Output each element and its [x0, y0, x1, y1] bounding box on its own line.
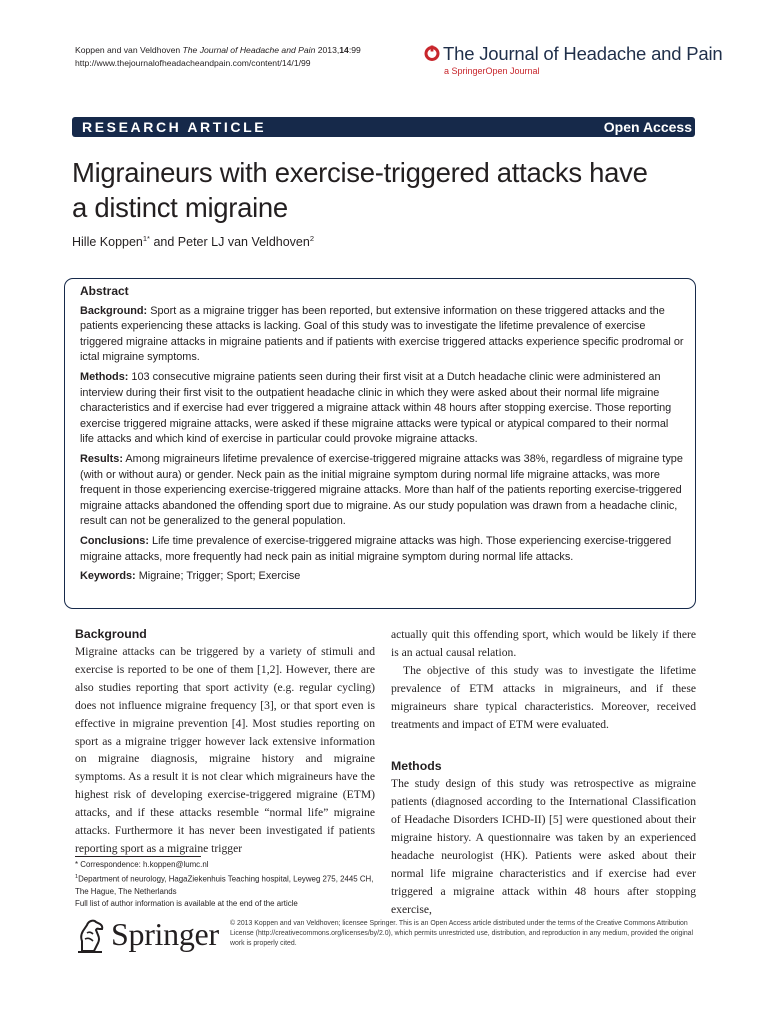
citation-line — [75, 44, 361, 57]
springer-horse-icon — [76, 919, 106, 953]
author-2: Peter LJ van Veldhoven — [177, 235, 310, 250]
footnotes — [75, 859, 380, 910]
abstract-methods — [80, 370, 684, 448]
body-column-right — [391, 626, 696, 919]
abstract-methods-text: 103 consecutive migraine patients seen during their first visit at a Dutch headache clinic were administered an interview during their first visit to the outpatient headache clinic in which they were asked about their normal life migraine characteristics and if exercise had ever triggered a migraine attack within 48 hours after stopping exercise. Those reporting exercise triggered migraine attacks, were asked if these migraine attacks were typical or atypical compared to their normal life attacks and which kind of exercise in particular could provoke migraine attacks. — [80, 370, 672, 446]
citation-authors: Koppen and van Veldhoven — [75, 45, 181, 55]
abstract-conclusions-label: Conclusions: — [80, 534, 149, 547]
author-2-affiliation: 2 — [309, 234, 315, 243]
background-paragraph-1: Migraine attacks can be triggered by a variety of stimuli and exercise is reported to be one of them [1,2]. However, there are also studies reporting that sport activity (e.g. regular cycling) does not influence migraine frequency [3], or that sport even is effective in migraine prevention [4]. Most studies reporting on sport as a migraine trigger however lack extensive information on migraine diagnosis, migraine history and migraine symptoms. As a result it is not clear which migraineurs have the highest risk of developing exercise-triggered migraine (ETM) attacks, and if these attacks resemble “normal life” migraine attacks. Furthermore it has never been investigated if patients reporting sport as a migraine trigger — [75, 645, 375, 855]
title-line-2: a distinct migraine — [72, 192, 288, 223]
affiliation-text: Department of neurology, HagaZiekenhuis Teaching hospital, Leyweg 275, 2445 CH, The Hague, The Netherlands — [75, 874, 374, 896]
author-1-affiliation: 1* — [142, 234, 150, 243]
citation-volume: 14 — [339, 45, 349, 55]
section-spacer — [391, 733, 696, 758]
author-separator: and — [149, 235, 178, 250]
full-list-note: Full list of author information is available at the end of the article — [75, 898, 298, 908]
body-column-left — [75, 626, 375, 858]
abstract-methods-label: Methods: — [80, 370, 129, 383]
abstract-results — [80, 452, 684, 530]
citation-article-no: :99 — [348, 45, 361, 55]
abstract-keywords-label: Keywords: — [80, 570, 136, 583]
citation-year: 2013, — [317, 45, 340, 55]
citation-header — [75, 44, 361, 70]
background-paragraph-2: actually quit this offending sport, which would be likely if there is an actual causal relation. — [391, 628, 696, 659]
license-text: © 2013 Koppen and van Veldhoven; licensee Springer. This is an Open Access article distributed under the terms of the Creative Commons Attribution License (http://creativecommons.org/licenses/by/2.0), which permits unrestricted use, distribution, and reproduction in any medium, provided the original work is properly cited. — [230, 920, 694, 947]
abstract-results-label: Results: — [80, 452, 123, 465]
footnote-rule — [75, 856, 201, 857]
author-list — [72, 234, 314, 249]
abstract-heading: Abstract — [80, 284, 129, 298]
author-1: Hille Koppen — [72, 235, 143, 250]
methods-heading: Methods — [391, 759, 442, 774]
abstract-background-text: Sport as a migraine trigger has been reported, but extensive information on these triggered attacks and the patients experiencing these attacks is lacking. Goal of this study was to investigate the lifetime prevalence of exercise triggered migraine attacks in migraine patients and if patients with exercise triggered attacks experience specific prodromal or ictal migraine symptoms. — [80, 304, 684, 364]
article-type-label: RESEARCH ARTICLE — [82, 119, 267, 135]
citation-url[interactable]: http://www.thejournalofheadacheandpain.com/content/14/1/99 — [75, 58, 311, 68]
background-heading: Background — [75, 627, 147, 641]
title-line-1: Migraineurs with exercise-triggered attacks have — [72, 157, 648, 188]
springeropen-logo-icon — [424, 45, 440, 61]
abstract-background — [80, 304, 684, 366]
methods-paragraph-1: The study design of this study was retrospective as migraine patients (diagnosed according to the International Classification of Headache Disorders ICHD-II) [5] were questioned about their migraine history. A questionnaire was taken by an experienced headache neurologist (HK). Patients were asked about their normal life migraine characteristics and if exercise had ever triggered a migraine attack within 48 hours after stopping exercise, — [391, 777, 696, 916]
affiliation-number: 1 — [75, 874, 79, 880]
abstract-results-text: Among migraineurs lifetime prevalence of exercise-triggered migraine attacks was 38%, regardless of migraine type (with or without aura) or gender. Neck pain as the initial migraine symptom during normal life migraine attacks, was more frequent in those experiencing exercise-triggered migraine attacks. More than half of the patients reporting exercise-triggered migraine attacks abandoned the offending sport due to migraine. As our study population was drawn from a headache clinic, result can not be generalized to the general population. — [80, 452, 683, 528]
abstract-background-label: Background: — [80, 304, 148, 317]
abstract-conclusions — [80, 534, 684, 565]
abstract-keywords — [80, 569, 684, 585]
logo-title: The Journal of Headache and Pain — [443, 43, 723, 64]
citation-journal: The Journal of Headache and Pain — [182, 45, 316, 55]
affiliation-note — [75, 871, 380, 898]
correspondence-note: * Correspondence: h.koppen@lumc.nl — [75, 860, 209, 869]
article-title — [72, 155, 712, 225]
logo-subtitle: a SpringerOpen Journal — [444, 66, 540, 76]
abstract-keywords-text: Migraine; Trigger; Sport; Exercise — [135, 570, 301, 583]
abstract — [80, 284, 684, 589]
springer-wordmark: Springer — [111, 916, 219, 952]
abstract-conclusions-text: Life time prevalence of exercise-triggered migraine attacks was high. Those experiencing exercise-triggered migraine attacks, more frequently had neck pain as initial migraine symptom during normal life attacks. — [80, 534, 672, 563]
open-access-label: Open Access — [603, 119, 692, 135]
background-paragraph-3: The objective of this study was to investigate the lifetime prevalence of ETM attacks in migraineurs, and if these migraineurs share typical characteristics. Moreover, received treatments and impact of ETM were evaluated. — [391, 663, 696, 731]
